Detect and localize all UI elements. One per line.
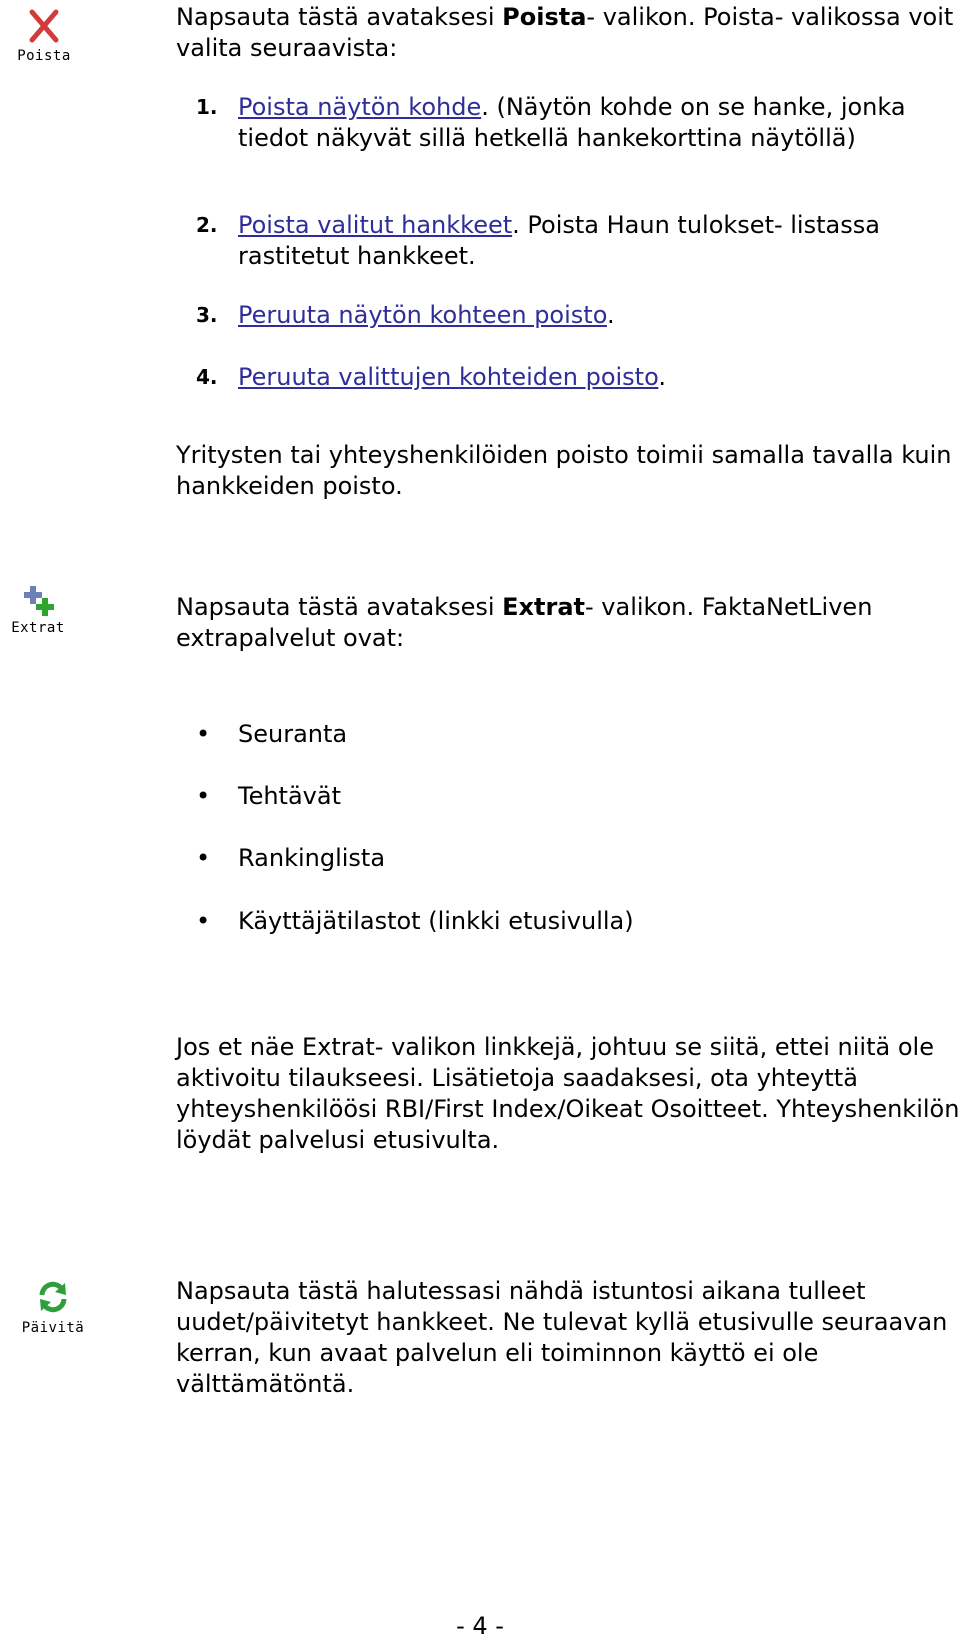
page-number: - 4 - [456,1612,504,1640]
plus-icon [4,584,72,620]
bullet-marker: • [196,844,211,872]
bullet-marker: • [196,907,211,935]
list-item-desc: . [606,301,615,329]
poista-list-item [0,300,960,331]
bullet-marker: • [196,782,211,810]
bullet-text: Tehtävät [238,782,341,810]
list-item-text [238,92,958,154]
poista-note: Yritysten tai yhteyshenkilöiden poisto toimii samalla tavalla kuin hankkeiden poisto. [176,441,952,500]
poista-nayton-kohde-link[interactable]: Poista näytön kohde [238,93,482,121]
extrat-icon-caption: Extrat [11,620,65,636]
list-item-desc: . (Näytön kohde on se hanke, jonka tiedot näkyvät sillä hetkellä hankekorttina näytöllä) [238,93,906,152]
list-number: 2. [196,213,218,237]
poista-list-item [0,362,960,393]
list-item-text [238,362,958,393]
bullet-text: Käyttäjätilastot (linkki etusivulla) [238,907,634,935]
peruuta-nayton-kohteen-poisto-link[interactable]: Peruuta näytön kohteen poisto [238,301,607,329]
poista-intro-text-rest: - valikon. Poista- valikossa voit valita seuraavista: [176,3,954,62]
refresh-icon [14,1280,92,1320]
bullet-marker: • [196,720,211,748]
paivita-toolbar-button[interactable] [14,1280,92,1336]
poista-intro-text: Napsauta tästä avataksesi [176,3,503,31]
extrat-intro-text: Napsauta tästä avataksesi [176,593,503,621]
poista-icon-caption: Poista [17,48,71,64]
list-number: 1. [196,95,218,119]
poista-list-item [0,92,960,192]
list-item-text [238,210,958,272]
poista-valitut-hankkeet-link[interactable]: Poista valitut hankkeet [238,211,513,239]
list-item-text [238,300,958,331]
bullet-text: Rankinglista [238,844,386,872]
extrat-toolbar-button[interactable] [4,584,72,636]
list-item-desc: . Poista Haun tulokset- listassa rastitetut hankkeet. [238,211,880,270]
list-number: 4. [196,365,218,389]
extrat-intro-bold: Extrat [502,593,585,621]
peruuta-valittujen-kohteiden-poisto-link[interactable]: Peruuta valittujen kohteiden poisto [238,363,659,391]
poista-intro-bold: Poista [502,3,587,31]
extrat-intro [176,592,960,654]
list-item-desc: . [658,363,666,391]
close-x-icon [8,6,80,48]
poista-intro [176,2,960,64]
extrat-intro-text-rest: - valikon. FaktaNetLiven extrapalvelut ovat: [176,593,873,652]
list-number: 3. [196,303,218,327]
poista-toolbar-button[interactable] [8,6,80,64]
bullet-text: Seuranta [238,720,348,748]
paivita-icon-caption: Päivitä [21,1320,85,1336]
poista-list-item [0,210,960,272]
extrat-note: Jos et näe Extrat- valikon linkkejä, johtuu se siitä, ettei niitä ole aktivoitu tilaukseesi. Lisätietoja saadaksesi, ota yhteyttä yhteyshenkilöösi RBI/First Index/Oikeat Osoitteet. Yhteyshenkilön löydät palvelusi etusivulta. [176,1033,960,1154]
paivita-text: Napsauta tästä halutessasi nähdä istuntosi aikana tulleet uudet/päivitetyt hankkeet. Ne tulevat kyllä etusivulle seuraavan kerran, kun avaat palvelun eli toiminnon käyttö ei ole välttämätöntä. [176,1277,948,1398]
